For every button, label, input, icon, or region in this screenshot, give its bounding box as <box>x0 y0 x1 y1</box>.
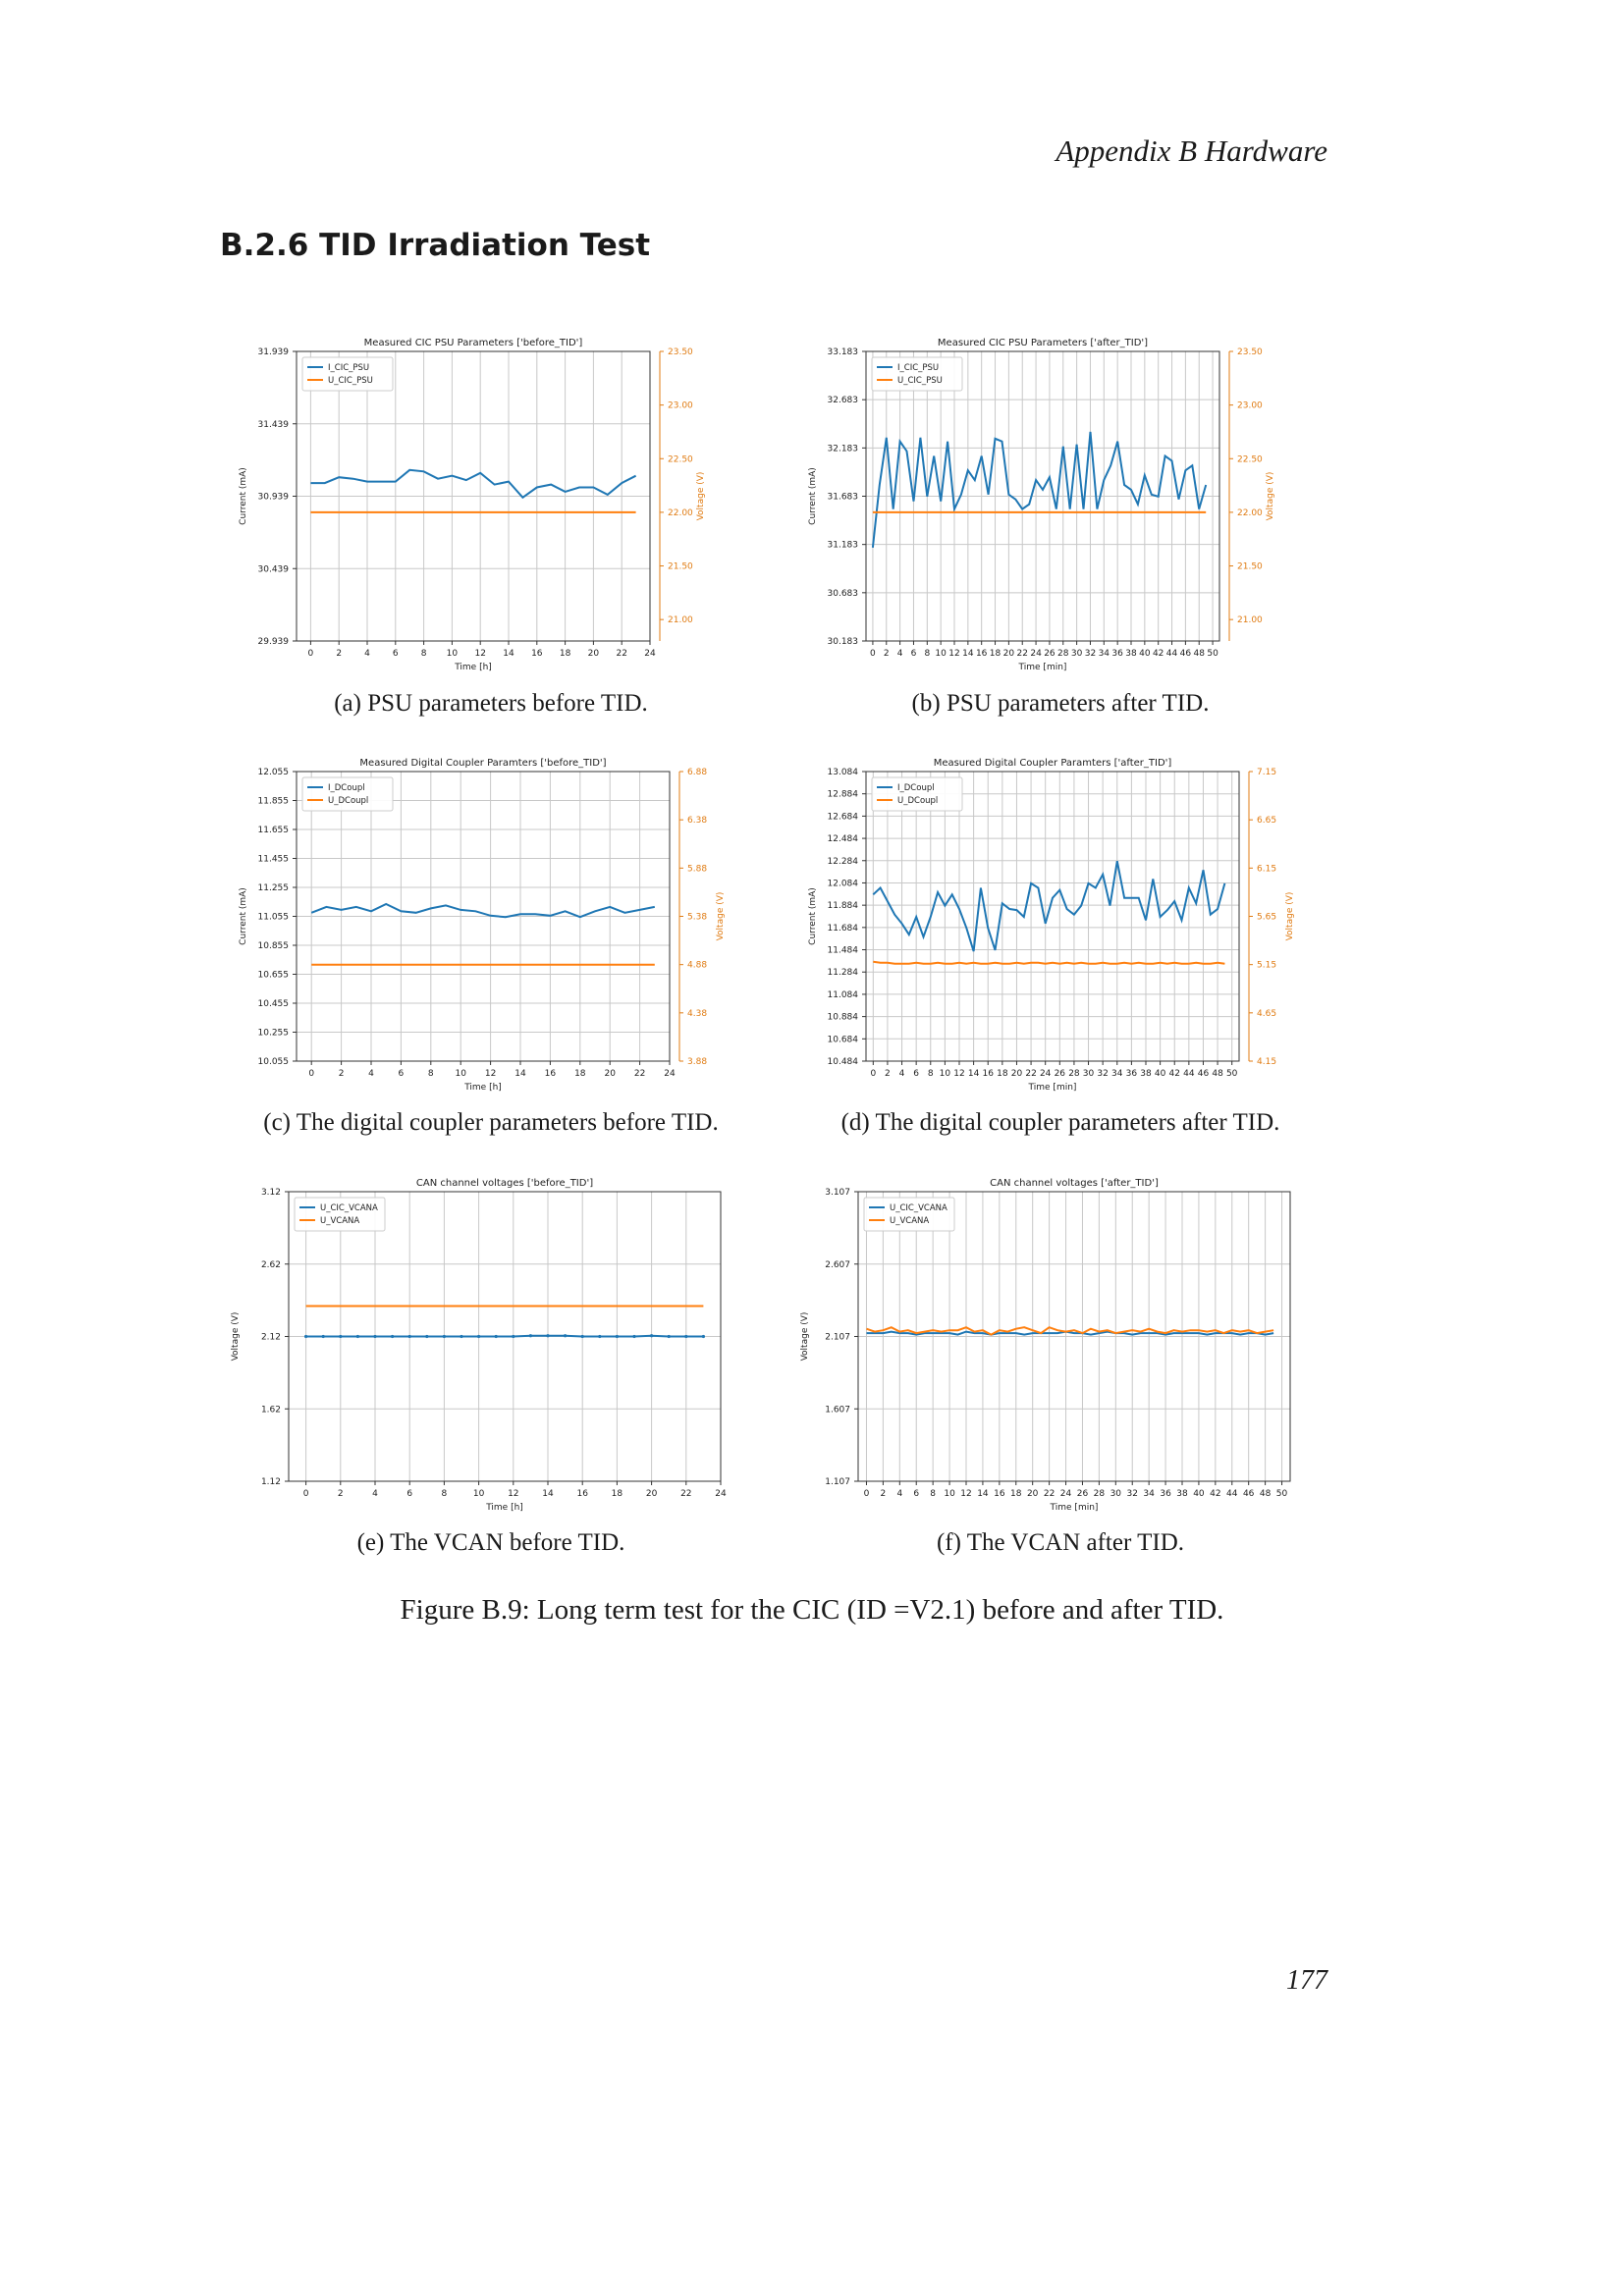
x-tick-label: 16 <box>576 1489 588 1499</box>
x-tick-label: 42 <box>1152 649 1164 659</box>
data-point <box>356 1335 359 1338</box>
series-line-U_DCoupl <box>873 962 1224 964</box>
caption-b: (b) PSU parameters after TID. <box>911 690 1210 717</box>
x-axis-label: Time [min] <box>1018 663 1067 672</box>
y-tick-label: 10.055 <box>257 1057 289 1067</box>
y2-axis-label: Voltage (V) <box>1266 471 1275 521</box>
y2-tick-label: 6.38 <box>687 816 708 827</box>
x-tick-label: 48 <box>1259 1489 1272 1499</box>
legend-label: U_CIC_PSU <box>897 376 943 386</box>
y-tick-label: 11.284 <box>827 968 858 979</box>
x-tick-label: 42 <box>1210 1489 1221 1499</box>
y-axis-label: Voltage (V) <box>231 1311 241 1362</box>
x-tick-label: 40 <box>1193 1489 1205 1499</box>
x-axis-label: Time [h] <box>455 663 492 672</box>
x-tick-label: 48 <box>1193 649 1205 659</box>
y2-tick-label: 23.00 <box>1237 400 1263 411</box>
x-tick-label: 6 <box>913 1069 920 1079</box>
series-line-I_DCoupl <box>873 861 1224 951</box>
x-tick-label: 20 <box>645 1489 658 1499</box>
x-tick-label: 24 <box>715 1489 727 1499</box>
series-line-I_CIC_PSU <box>310 470 635 498</box>
x-tick-label: 14 <box>977 1489 989 1499</box>
x-tick-label: 4 <box>368 1069 374 1079</box>
y-tick-label: 12.484 <box>827 834 858 845</box>
x-tick-label: 20 <box>604 1069 616 1079</box>
y-tick-label: 31.183 <box>827 540 858 551</box>
data-point <box>632 1335 635 1338</box>
x-tick-label: 28 <box>1057 649 1069 659</box>
page-number: 177 <box>1286 1965 1327 1996</box>
x-tick-label: 12 <box>484 1069 497 1079</box>
y2-tick-label: 7.15 <box>1257 768 1277 777</box>
legend-label: I_DCoupl <box>328 783 365 793</box>
x-tick-label: 32 <box>1126 1489 1138 1499</box>
x-tick-label: 12 <box>953 1069 965 1079</box>
x-tick-label: 14 <box>542 1489 554 1499</box>
x-tick-label: 44 <box>1165 649 1178 659</box>
legend-label: U_DCoupl <box>897 796 939 806</box>
x-tick-label: 20 <box>1002 649 1015 659</box>
legend-label: I_DCoupl <box>897 783 935 793</box>
y-tick-label: 30.939 <box>257 492 289 503</box>
y-tick-label: 29.939 <box>257 637 289 647</box>
x-tick-label: 12 <box>508 1489 519 1499</box>
caption-f: (f) The VCAN after TID. <box>936 1529 1184 1556</box>
x-tick-label: 16 <box>994 1489 1005 1499</box>
x-tick-label: 18 <box>559 649 571 659</box>
x-tick-label: 20 <box>1010 1069 1023 1079</box>
y2-tick-label: 5.15 <box>1257 960 1277 971</box>
section-title: B.2.6 TID Irradiation Test <box>220 228 651 263</box>
x-tick-label: 30 <box>1110 1489 1122 1499</box>
x-tick-label: 38 <box>1176 1489 1188 1499</box>
y2-tick-label: 5.38 <box>687 912 708 923</box>
y-tick-label: 33.183 <box>827 347 858 357</box>
x-tick-label: 34 <box>1098 649 1110 659</box>
x-tick-label: 8 <box>927 1069 934 1079</box>
x-tick-label: 24 <box>1039 1069 1052 1079</box>
x-tick-label: 34 <box>1111 1069 1123 1079</box>
x-tick-label: 10 <box>455 1069 466 1079</box>
data-point <box>495 1335 498 1338</box>
chart-psu-before <box>236 334 766 677</box>
y-tick-label: 32.183 <box>827 444 858 454</box>
data-point <box>581 1335 584 1338</box>
data-point <box>443 1335 446 1338</box>
y-tick-label: 11.484 <box>827 945 858 956</box>
x-tick-label: 36 <box>1125 1069 1138 1079</box>
x-tick-label: 20 <box>587 649 600 659</box>
x-tick-label: 48 <box>1212 1069 1223 1079</box>
y-tick-label: 11.855 <box>257 796 289 807</box>
y-tick-label: 10.255 <box>257 1028 289 1039</box>
y-tick-label: 12.284 <box>827 856 858 867</box>
y-tick-label: 30.683 <box>827 588 858 599</box>
y-tick-label: 11.055 <box>257 912 289 923</box>
x-tick-label: 28 <box>1093 1489 1106 1499</box>
x-tick-label: 18 <box>989 649 1001 659</box>
y-tick-label: 10.455 <box>257 999 289 1009</box>
x-tick-label: 2 <box>883 649 890 659</box>
x-tick-label: 18 <box>611 1489 623 1499</box>
y-tick-label: 11.455 <box>257 854 289 865</box>
y2-tick-label: 6.88 <box>687 768 708 777</box>
x-tick-label: 0 <box>870 649 876 659</box>
legend-label: I_CIC_PSU <box>328 363 370 373</box>
x-tick-label: 8 <box>427 1069 434 1079</box>
y-tick-label: 10.484 <box>827 1057 858 1067</box>
x-axis-label: Time [h] <box>464 1083 502 1093</box>
legend-label: I_CIC_PSU <box>897 363 940 373</box>
y-tick-label: 10.884 <box>827 1012 858 1023</box>
x-tick-label: 14 <box>503 649 514 659</box>
y2-tick-label: 3.88 <box>687 1057 708 1067</box>
x-tick-label: 22 <box>1016 649 1028 659</box>
x-tick-label: 14 <box>962 649 974 659</box>
chart-dcoupler-before <box>236 754 766 1097</box>
y-tick-label: 10.655 <box>257 970 289 981</box>
x-tick-label: 8 <box>924 649 931 659</box>
y2-tick-label: 22.00 <box>1237 507 1263 518</box>
x-tick-label: 50 <box>1225 1069 1238 1079</box>
x-tick-label: 6 <box>406 1489 413 1499</box>
x-tick-label: 46 <box>1197 1069 1210 1079</box>
y-tick-label: 2.607 <box>825 1259 850 1270</box>
x-tick-label: 24 <box>644 649 656 659</box>
x-tick-label: 2 <box>337 1489 344 1499</box>
x-tick-label: 30 <box>1082 1069 1095 1079</box>
chart-title: Measured CIC PSU Parameters ['before_TID'] <box>363 338 583 348</box>
caption-a: (a) PSU parameters before TID. <box>334 690 648 717</box>
x-tick-label: 16 <box>975 649 988 659</box>
x-tick-label: 38 <box>1140 1069 1152 1079</box>
x-tick-label: 18 <box>997 1069 1008 1079</box>
y2-tick-label: 5.65 <box>1257 912 1277 923</box>
x-tick-label: 10 <box>939 1069 951 1079</box>
x-tick-label: 4 <box>898 1069 905 1079</box>
data-point <box>322 1335 325 1338</box>
x-tick-label: 12 <box>948 649 960 659</box>
data-point <box>391 1335 394 1338</box>
chart-dcoupler-after <box>805 754 1335 1097</box>
x-tick-label: 18 <box>574 1069 586 1079</box>
x-tick-label: 12 <box>474 649 486 659</box>
figure-caption: Figure B.9: Long term test for the CIC (ID =V2.1) before and after TID. <box>400 1594 1224 1626</box>
x-tick-label: 6 <box>913 1489 920 1499</box>
x-tick-label: 22 <box>680 1489 692 1499</box>
y-tick-label: 1.62 <box>260 1405 281 1415</box>
x-tick-label: 26 <box>1044 649 1056 659</box>
data-point <box>564 1334 567 1337</box>
y2-tick-label: 22.00 <box>668 507 693 518</box>
y2-tick-label: 5.88 <box>687 864 708 875</box>
x-tick-label: 30 <box>1070 649 1083 659</box>
x-tick-label: 26 <box>1054 1069 1066 1079</box>
y-tick-label: 1.107 <box>825 1477 850 1487</box>
caption-d: (d) The digital coupler parameters after TID. <box>840 1109 1280 1136</box>
x-tick-label: 24 <box>1059 1489 1072 1499</box>
x-tick-label: 14 <box>514 1069 526 1079</box>
chart-title: Measured Digital Coupler Paramters ['before_TID'] <box>359 758 607 769</box>
chart-vcan-after <box>800 1174 1335 1518</box>
x-tick-label: 16 <box>544 1069 557 1079</box>
x-tick-label: 24 <box>664 1069 676 1079</box>
x-tick-label: 2 <box>885 1069 891 1079</box>
legend-label: U_CIC_VCANA <box>890 1203 947 1213</box>
y-tick-label: 30.183 <box>827 637 858 647</box>
y2-tick-label: 4.88 <box>687 960 708 971</box>
x-tick-label: 40 <box>1139 649 1151 659</box>
x-tick-label: 16 <box>982 1069 994 1079</box>
x-tick-label: 20 <box>1026 1489 1039 1499</box>
x-tick-label: 10 <box>944 1489 955 1499</box>
x-tick-label: 12 <box>960 1489 972 1499</box>
x-tick-label: 0 <box>870 1069 877 1079</box>
legend-label: U_VCANA <box>320 1216 360 1226</box>
x-axis-label: Time [h] <box>486 1503 523 1513</box>
y-tick-label: 11.084 <box>827 989 858 1000</box>
y-tick-label: 31.439 <box>257 419 289 430</box>
legend-label: U_VCANA <box>890 1216 930 1226</box>
x-tick-label: 50 <box>1207 649 1218 659</box>
y2-tick-label: 21.50 <box>1237 561 1263 572</box>
data-point <box>598 1335 601 1338</box>
data-point <box>339 1335 342 1338</box>
x-tick-label: 34 <box>1143 1489 1155 1499</box>
data-point <box>477 1335 480 1338</box>
x-tick-label: 28 <box>1068 1069 1080 1079</box>
y-tick-label: 2.107 <box>825 1332 850 1343</box>
x-tick-label: 46 <box>1179 649 1192 659</box>
y-tick-label: 30.439 <box>257 564 289 575</box>
series-line-U_CIC_VCANA <box>306 1336 704 1337</box>
x-tick-label: 8 <box>930 1489 937 1499</box>
y2-axis-label: Voltage (V) <box>1285 891 1295 941</box>
x-tick-label: 2 <box>336 649 343 659</box>
y-tick-label: 10.855 <box>257 941 289 951</box>
y-axis-label: Current (mA) <box>808 887 818 945</box>
y-tick-label: 1.607 <box>825 1405 850 1415</box>
x-tick-label: 26 <box>1076 1489 1089 1499</box>
y-axis-label: Current (mA) <box>808 467 818 525</box>
x-tick-label: 14 <box>967 1069 980 1079</box>
data-point <box>373 1335 376 1338</box>
running-head: Appendix B Hardware <box>1056 133 1327 168</box>
legend-label: U_CIC_PSU <box>328 376 373 386</box>
y-tick-label: 31.939 <box>257 347 289 357</box>
x-tick-label: 40 <box>1154 1069 1166 1079</box>
legend-label: U_DCoupl <box>328 796 369 806</box>
y-tick-label: 12.084 <box>827 879 858 889</box>
x-tick-label: 18 <box>1010 1489 1022 1499</box>
x-tick-label: 8 <box>420 649 427 659</box>
data-point <box>408 1335 411 1338</box>
data-point <box>460 1335 462 1338</box>
chart-title: Measured CIC PSU Parameters ['after_TID'] <box>937 338 1149 348</box>
data-point <box>546 1334 549 1337</box>
y-tick-label: 11.655 <box>257 826 289 835</box>
y2-tick-label: 23.00 <box>668 400 693 411</box>
chart-psu-after <box>805 334 1335 677</box>
x-tick-label: 4 <box>896 649 903 659</box>
y-tick-label: 3.12 <box>260 1188 281 1198</box>
chart-title: CAN channel voltages ['after_TID'] <box>990 1178 1159 1189</box>
x-tick-label: 0 <box>307 649 314 659</box>
y-tick-label: 12.884 <box>827 789 858 800</box>
x-tick-label: 36 <box>1160 1489 1171 1499</box>
x-axis-label: Time [min] <box>1050 1503 1099 1513</box>
y-tick-label: 31.683 <box>827 492 858 503</box>
x-tick-label: 6 <box>392 649 399 659</box>
data-point <box>304 1335 307 1338</box>
y-tick-label: 2.12 <box>260 1332 281 1343</box>
x-tick-label: 24 <box>1030 649 1042 659</box>
data-point <box>529 1334 532 1337</box>
x-tick-label: 36 <box>1111 649 1123 659</box>
x-tick-label: 32 <box>1084 649 1097 659</box>
y-axis-label: Current (mA) <box>239 467 248 525</box>
y-tick-label: 32.683 <box>827 396 858 406</box>
y-tick-label: 13.084 <box>827 768 858 777</box>
data-point <box>702 1335 705 1338</box>
x-tick-label: 0 <box>863 1489 870 1499</box>
y-tick-label: 10.684 <box>827 1035 858 1045</box>
x-tick-label: 2 <box>880 1489 887 1499</box>
x-tick-label: 4 <box>372 1489 378 1499</box>
x-tick-label: 22 <box>616 649 627 659</box>
y2-axis-label: Voltage (V) <box>696 471 706 521</box>
data-point <box>668 1335 671 1338</box>
y2-tick-label: 23.50 <box>668 347 693 357</box>
x-tick-label: 4 <box>896 1489 903 1499</box>
caption-c: (c) The digital coupler parameters before TID. <box>263 1109 719 1136</box>
y2-tick-label: 22.50 <box>1237 454 1263 465</box>
y2-tick-label: 4.38 <box>687 1008 708 1019</box>
chart-title: CAN channel voltages ['before_TID'] <box>415 1178 594 1189</box>
y-axis-label: Voltage (V) <box>800 1311 810 1362</box>
y-tick-label: 1.12 <box>260 1477 281 1487</box>
x-tick-label: 44 <box>1226 1489 1238 1499</box>
y-tick-label: 11.255 <box>257 883 289 893</box>
x-tick-label: 16 <box>531 649 543 659</box>
x-tick-label: 10 <box>446 649 459 659</box>
x-tick-label: 2 <box>338 1069 345 1079</box>
x-tick-label: 0 <box>302 1489 309 1499</box>
y2-tick-label: 22.50 <box>668 454 693 465</box>
x-tick-label: 22 <box>1025 1069 1037 1079</box>
data-point <box>512 1335 514 1338</box>
y2-tick-label: 21.00 <box>668 615 693 626</box>
x-tick-label: 6 <box>398 1069 405 1079</box>
y2-tick-label: 4.65 <box>1257 1008 1277 1019</box>
y-tick-label: 2.62 <box>260 1259 281 1270</box>
data-point <box>650 1334 653 1337</box>
y-tick-label: 12.684 <box>827 812 858 823</box>
x-tick-label: 4 <box>364 649 370 659</box>
x-tick-label: 8 <box>441 1489 448 1499</box>
x-tick-label: 46 <box>1242 1489 1255 1499</box>
y-tick-label: 12.055 <box>257 768 289 777</box>
y2-tick-label: 6.65 <box>1257 816 1277 827</box>
y2-tick-label: 6.15 <box>1257 864 1277 875</box>
x-tick-label: 38 <box>1125 649 1137 659</box>
x-tick-label: 22 <box>1043 1489 1056 1499</box>
data-point <box>684 1335 687 1338</box>
y2-axis-label: Voltage (V) <box>716 891 726 941</box>
x-tick-label: 0 <box>308 1069 315 1079</box>
chart-vcan-before <box>231 1174 766 1518</box>
y2-tick-label: 4.15 <box>1257 1057 1277 1067</box>
y2-tick-label: 23.50 <box>1237 347 1263 357</box>
y2-tick-label: 21.50 <box>668 561 693 572</box>
series-line-I_DCoupl <box>311 904 655 917</box>
y-tick-label: 11.884 <box>827 901 858 912</box>
y2-tick-label: 21.00 <box>1237 615 1263 626</box>
x-tick-label: 32 <box>1097 1069 1109 1079</box>
x-tick-label: 10 <box>935 649 947 659</box>
y-axis-label: Current (mA) <box>239 887 248 945</box>
data-point <box>616 1335 619 1338</box>
legend-label: U_CIC_VCANA <box>320 1203 378 1213</box>
x-tick-label: 10 <box>472 1489 485 1499</box>
data-point <box>425 1335 428 1338</box>
x-tick-label: 44 <box>1183 1069 1195 1079</box>
x-tick-label: 22 <box>633 1069 646 1079</box>
chart-title: Measured Digital Coupler Paramters ['after_TID'] <box>933 758 1172 769</box>
x-tick-label: 6 <box>910 649 917 659</box>
y-tick-label: 3.107 <box>825 1188 850 1198</box>
series-line-I_CIC_PSU <box>873 432 1206 548</box>
caption-e: (e) The VCAN before TID. <box>356 1529 625 1556</box>
x-tick-label: 42 <box>1168 1069 1180 1079</box>
x-axis-label: Time [min] <box>1028 1083 1077 1093</box>
y-tick-label: 11.684 <box>827 923 858 934</box>
x-tick-label: 50 <box>1275 1489 1288 1499</box>
